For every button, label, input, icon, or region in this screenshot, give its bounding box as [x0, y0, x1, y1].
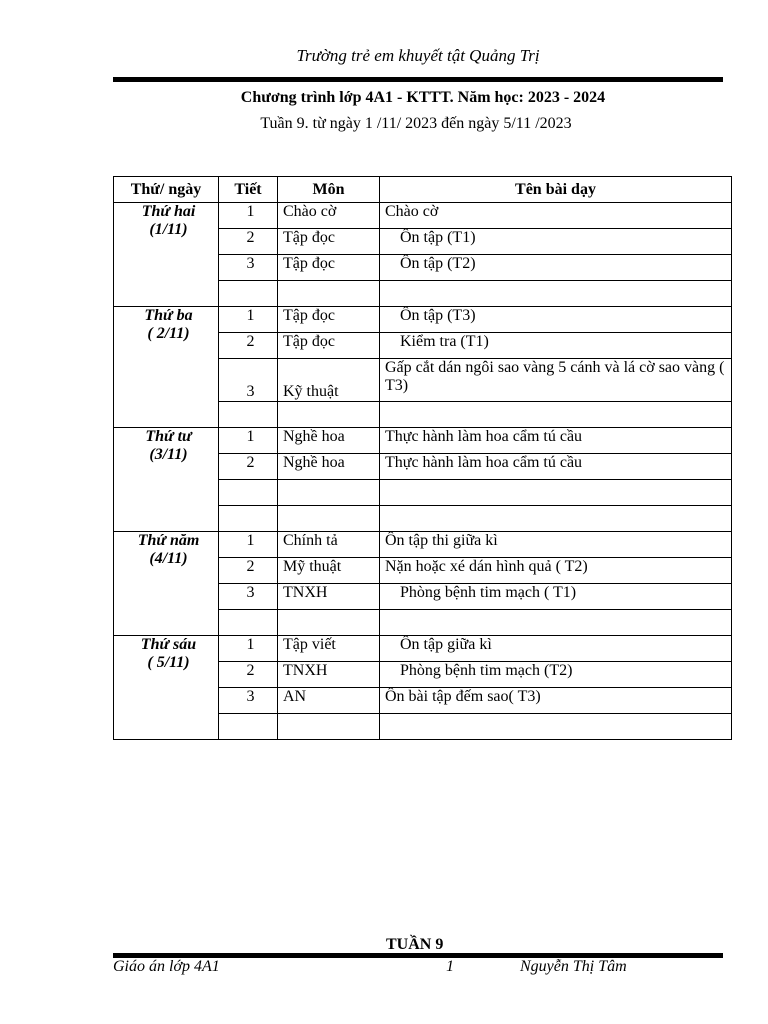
- column-header-period: Tiết: [219, 177, 278, 203]
- subject-cell: Tập đọc: [278, 333, 380, 359]
- lesson-title: Phòng bệnh tim mạch ( T1): [400, 584, 577, 601]
- lesson-cell: [380, 402, 732, 428]
- lesson-cell: [380, 307, 732, 333]
- column-header-subject: Môn: [278, 177, 380, 203]
- lesson-title: Thực hành làm hoa cẩm tú cầu: [385, 428, 583, 445]
- subject-cell: [278, 480, 380, 506]
- page-subtitle: Tuần 9. từ ngày 1 /11/ 2023 đến ngày 5/11 /2023: [260, 115, 572, 132]
- lesson-cell: [380, 532, 732, 558]
- subject-cell: [278, 610, 380, 636]
- lesson-cell: [380, 229, 732, 255]
- lesson-cell: [380, 281, 732, 307]
- column-header-day: Thứ/ ngày: [114, 177, 219, 203]
- day-date: (4/11): [149, 550, 188, 567]
- schedule-table: [113, 176, 732, 740]
- lesson-title: Ôn tập (T2): [400, 255, 476, 272]
- day-date: (1/11): [149, 221, 188, 238]
- period-cell: [219, 506, 278, 532]
- lesson-cell: [380, 636, 732, 662]
- day-cell: [114, 307, 219, 428]
- schedule-body: [114, 203, 732, 740]
- lesson-title: Phòng bệnh tim mạch (T2): [400, 662, 573, 679]
- period-cell: 2: [219, 229, 278, 255]
- table-row: [114, 636, 732, 662]
- period-cell: 1: [219, 532, 278, 558]
- lesson-cell: [380, 480, 732, 506]
- subject-cell: Tập đọc: [278, 229, 380, 255]
- period-cell: [219, 610, 278, 636]
- subject-cell: Tập đọc: [278, 307, 380, 333]
- period-cell: 1: [219, 636, 278, 662]
- subject-cell: Nghề hoa: [278, 428, 380, 454]
- subject-cell: [278, 402, 380, 428]
- subject-cell: Tập đọc: [278, 255, 380, 281]
- period-cell: 2: [219, 558, 278, 584]
- page-title: Chương trình lớp 4A1 - KTTT. Năm học: 2023 - 2024: [240, 89, 606, 106]
- period-cell: 1: [219, 307, 278, 333]
- period-cell: 3: [219, 584, 278, 610]
- day-date: ( 2/11): [147, 325, 190, 342]
- subject-cell: Mỹ thuật: [278, 558, 380, 584]
- lesson-cell: [380, 584, 732, 610]
- subject-cell: Tập viết: [278, 636, 380, 662]
- period-cell: 2: [219, 333, 278, 359]
- school-header: Trường trẻ em khuyết tật Quảng Trị: [296, 46, 540, 65]
- period-cell: [219, 480, 278, 506]
- footer-page-number: 1: [446, 958, 454, 975]
- period-cell: 2: [219, 662, 278, 688]
- lesson-cell: [380, 203, 732, 229]
- subject-cell: Nghề hoa: [278, 454, 380, 480]
- day-date: ( 5/11): [147, 654, 190, 671]
- lesson-title: Nặn hoặc xé dán hình quả ( T2): [385, 558, 588, 575]
- day-name: Thứ năm: [137, 532, 200, 549]
- period-cell: [219, 281, 278, 307]
- table-row: [114, 428, 732, 454]
- period-cell: 2: [219, 454, 278, 480]
- table-row: [114, 532, 732, 558]
- lesson-cell: [380, 688, 732, 714]
- day-cell: [114, 428, 219, 532]
- header-rule: [113, 77, 723, 82]
- table-row: [114, 203, 732, 229]
- lesson-title: Kiểm tra (T1): [400, 333, 489, 350]
- day-cell: [114, 532, 219, 636]
- day-name: Thứ tư: [145, 428, 192, 445]
- day-name: Thứ hai: [141, 203, 196, 220]
- lesson-title: Thực hành làm hoa cẩm tú cầu: [385, 454, 583, 471]
- period-cell: 3: [219, 255, 278, 281]
- subject-cell: [278, 714, 380, 740]
- lesson-cell: [380, 333, 732, 359]
- period-cell: 1: [219, 428, 278, 454]
- table-row: [114, 307, 732, 333]
- lesson-title: Gấp cắt dán ngôi sao vàng 5 cánh và lá cờ sao vàng ( T3): [385, 359, 725, 394]
- lesson-cell: [380, 610, 732, 636]
- subject-cell: Chính tả: [278, 532, 380, 558]
- lesson-title: Ôn tập (T3): [400, 307, 476, 324]
- lesson-title: Ôn tập thi giữa kì: [385, 532, 498, 549]
- subject-cell: [278, 506, 380, 532]
- lesson-title: Ôn bài tập đếm sao( T3): [385, 688, 541, 705]
- period-cell: [219, 402, 278, 428]
- lesson-cell: [380, 255, 732, 281]
- day-name: Thứ ba: [144, 307, 193, 324]
- footer-week-label: TUẦN 9: [386, 936, 444, 953]
- lesson-cell: [380, 714, 732, 740]
- period-cell: 3: [219, 359, 278, 402]
- footer-lesson-plan: Giáo án lớp 4A1: [113, 958, 220, 975]
- period-cell: 3: [219, 688, 278, 714]
- lesson-title: Chào cờ: [385, 203, 439, 220]
- day-name: Thứ sáu: [140, 636, 197, 653]
- lesson-cell: [380, 506, 732, 532]
- period-cell: [219, 714, 278, 740]
- day-date: (3/11): [149, 446, 188, 463]
- lesson-cell: [380, 558, 732, 584]
- subject-cell: TNXH: [278, 584, 380, 610]
- lesson-title: Ôn tập giữa kì: [400, 636, 492, 653]
- subject-cell: [278, 281, 380, 307]
- period-cell: 1: [219, 203, 278, 229]
- lesson-cell: [380, 359, 732, 402]
- footer-author: Nguyễn Thị Tâm: [520, 958, 627, 975]
- lesson-cell: [380, 454, 732, 480]
- column-header-lesson: Tên bài dạy: [380, 177, 732, 203]
- day-cell: [114, 636, 219, 740]
- subject-cell: Chào cờ: [278, 203, 380, 229]
- subject-cell: TNXH: [278, 662, 380, 688]
- day-cell: [114, 203, 219, 307]
- subject-cell: AN: [278, 688, 380, 714]
- subject-cell: Kỹ thuật: [278, 359, 380, 402]
- lesson-cell: [380, 428, 732, 454]
- table-header-row: [114, 177, 732, 203]
- lesson-title: Ôn tập (T1): [400, 229, 476, 246]
- lesson-cell: [380, 662, 732, 688]
